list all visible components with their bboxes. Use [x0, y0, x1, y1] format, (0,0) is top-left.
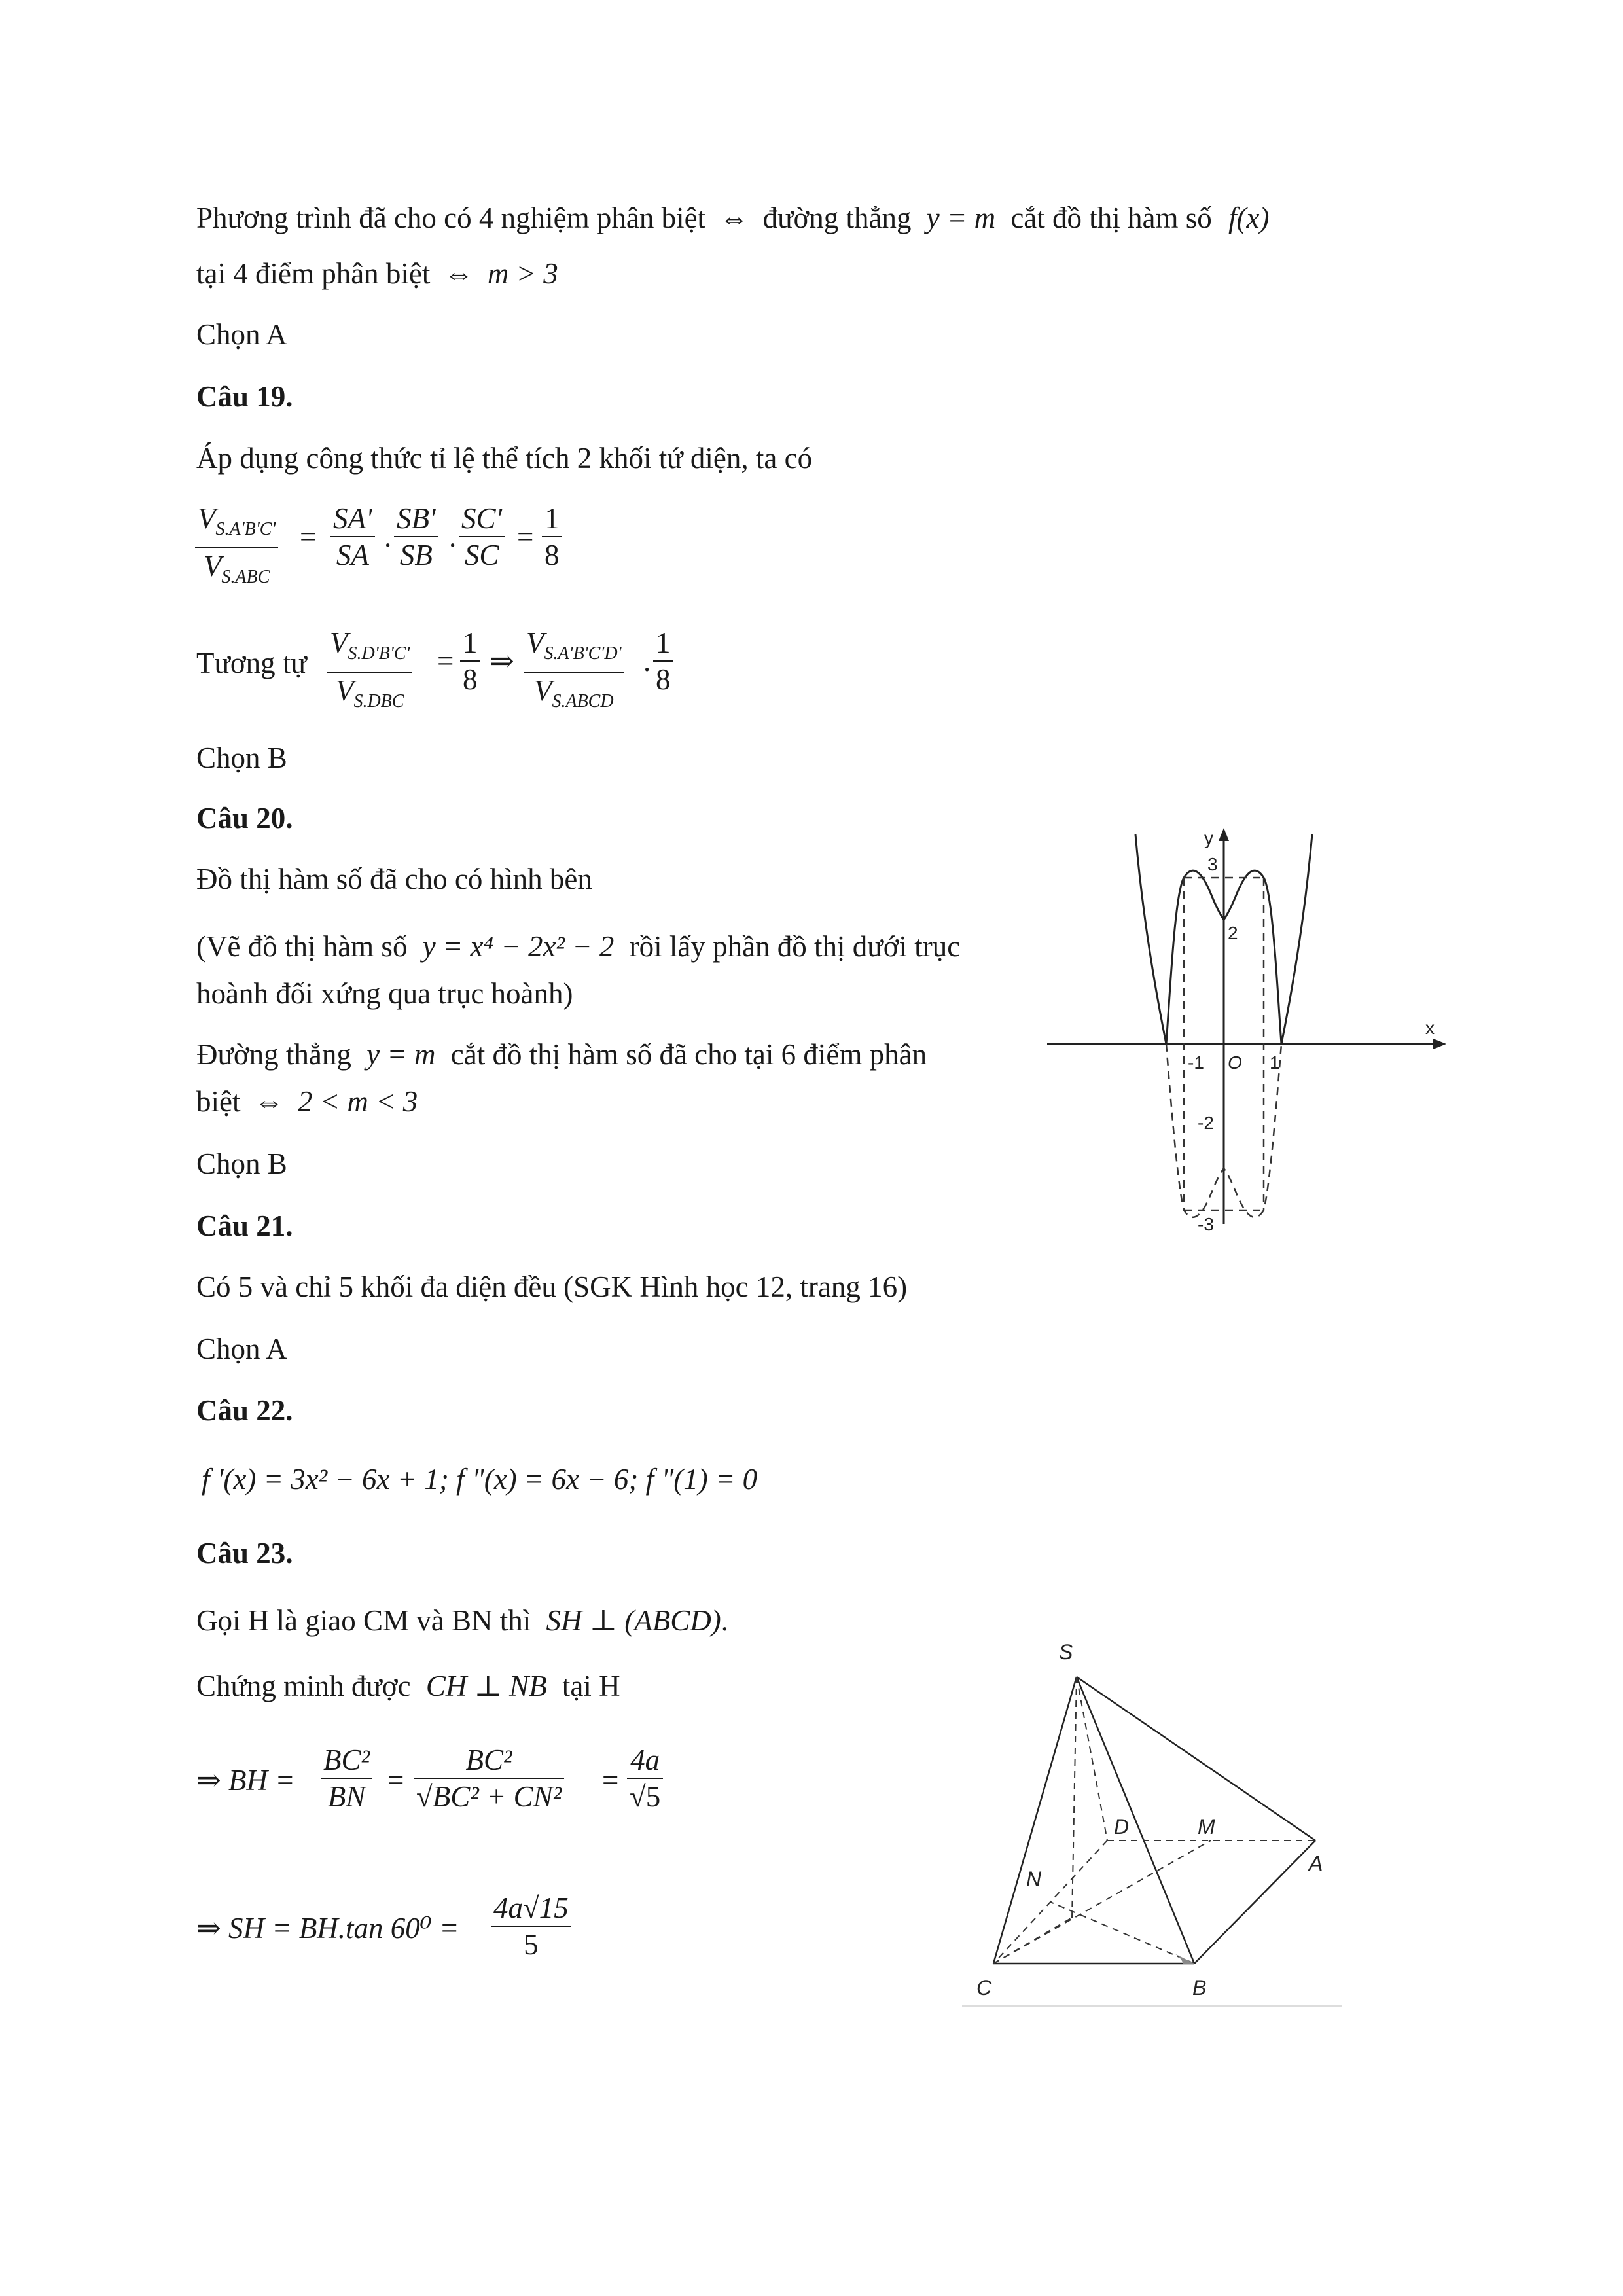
q23-line2: Chứng minh được CH ⊥ NB tại H	[196, 1670, 620, 1702]
q23-line1: Gọi H là giao CM và BN thì SH ⊥ (ABCD).	[196, 1604, 728, 1637]
label-2: 2	[1228, 923, 1238, 943]
fraction-one-eighth-2: 1 8	[460, 625, 480, 697]
fraction-volume-abcd: $V_{S.A'B'C'D'}$ $V_{S.ABCD}$	[524, 625, 624, 719]
vertex-n-label: N	[1026, 1867, 1042, 1891]
q20-title: Câu 20.	[196, 802, 293, 834]
q20-function-graph	[1047, 821, 1453, 1240]
vertex-a-label: A	[1309, 1852, 1323, 1875]
fraction-sh: 4a√15 5	[491, 1890, 571, 1962]
vertex-m-label: M	[1198, 1815, 1215, 1839]
q20-line2: (Vẽ đồ thị hàm số y = x⁴ − 2x² − 2 rồi lấy phần đồ thị dưới trục	[196, 930, 961, 963]
q21-title: Câu 21.	[196, 1210, 293, 1242]
q18-line1: Phương trình đã cho có 4 nghiệm phân biệt ⇔ đường thẳng y = m cắt đồ thị hàm số f(x)	[196, 202, 1270, 234]
label-minus-3: -3	[1198, 1214, 1214, 1234]
fraction-4a-sqrt5: 4a √5	[627, 1742, 663, 1814]
x-axis-arrow-icon	[1433, 1039, 1446, 1049]
label-3: 3	[1207, 854, 1218, 874]
label-minus-2: -2	[1198, 1113, 1214, 1133]
fraction-one-eighth-3: 1 8	[653, 625, 673, 697]
fraction-one-eighth: 1 8	[542, 501, 562, 573]
q20-line3: hoành đối xứng qua trục hoành)	[196, 977, 573, 1010]
q20-line5: biệt ⇔ 2 < m < 3	[196, 1085, 418, 1118]
q20-line1: Đồ thị hàm số đã cho có hình bên	[196, 863, 592, 895]
x-axis-label: x	[1425, 1018, 1435, 1038]
origin-label: O	[1228, 1052, 1242, 1073]
vertex-d-label: D	[1114, 1815, 1130, 1839]
vertex-b-label: B	[1192, 1976, 1207, 2000]
y-axis-label: y	[1204, 828, 1213, 848]
q21-line1: Có 5 và chỉ 5 khối đa diện đều (SGK Hình học 12, trang 16)	[196, 1270, 908, 1303]
fraction-bc2-sqrt: BC² √BC² + CN²	[414, 1742, 564, 1814]
q19-intro: Áp dụng công thức tỉ lệ thể tích 2 khối tứ diện, ta có	[196, 442, 813, 475]
q23-pyramid-figure	[962, 1623, 1355, 2009]
fraction-sa: SA' SA	[330, 501, 375, 573]
q18-line2: tại 4 điểm phân biệt ⇔ m > 3	[196, 257, 558, 290]
q19-title: Câu 19.	[196, 380, 293, 413]
vertex-c-label: C	[976, 1976, 992, 2000]
q21-answer: Chọn A	[196, 1333, 287, 1365]
fraction-volume-dbc: $V_{S.D'B'C'}$ $V_{S.DBC}$	[327, 625, 412, 719]
vertex-s-label: S	[1059, 1640, 1073, 1664]
label-1: 1	[1270, 1052, 1280, 1073]
y-axis-arrow-icon	[1219, 828, 1229, 841]
q19-similar: Tương tự	[196, 647, 307, 679]
q22-formula: f '(x) = 3x² − 6x + 1; f "(x) = 6x − 6; f "(1) = 0	[202, 1463, 758, 1496]
q20-line4: Đường thẳng y = m cắt đồ thị hàm số đã cho tại 6 điểm phân	[196, 1038, 927, 1071]
label-minus-1: -1	[1188, 1052, 1204, 1073]
q20-answer: Chọn B	[196, 1147, 287, 1180]
q23-title: Câu 23.	[196, 1537, 293, 1570]
q19-answer: Chọn B	[196, 742, 287, 774]
fraction-sc: SC' SC	[459, 501, 505, 573]
q22-title: Câu 22.	[196, 1394, 293, 1427]
fraction-volume-ratio: $V_{S.A'B'C'}$ $V_{S.ABC}$	[195, 501, 278, 595]
fraction-sb: SB' SB	[394, 501, 438, 573]
fraction-bc2-bn: BC² BN	[321, 1742, 372, 1814]
q18-answer: Chọn A	[196, 318, 287, 351]
